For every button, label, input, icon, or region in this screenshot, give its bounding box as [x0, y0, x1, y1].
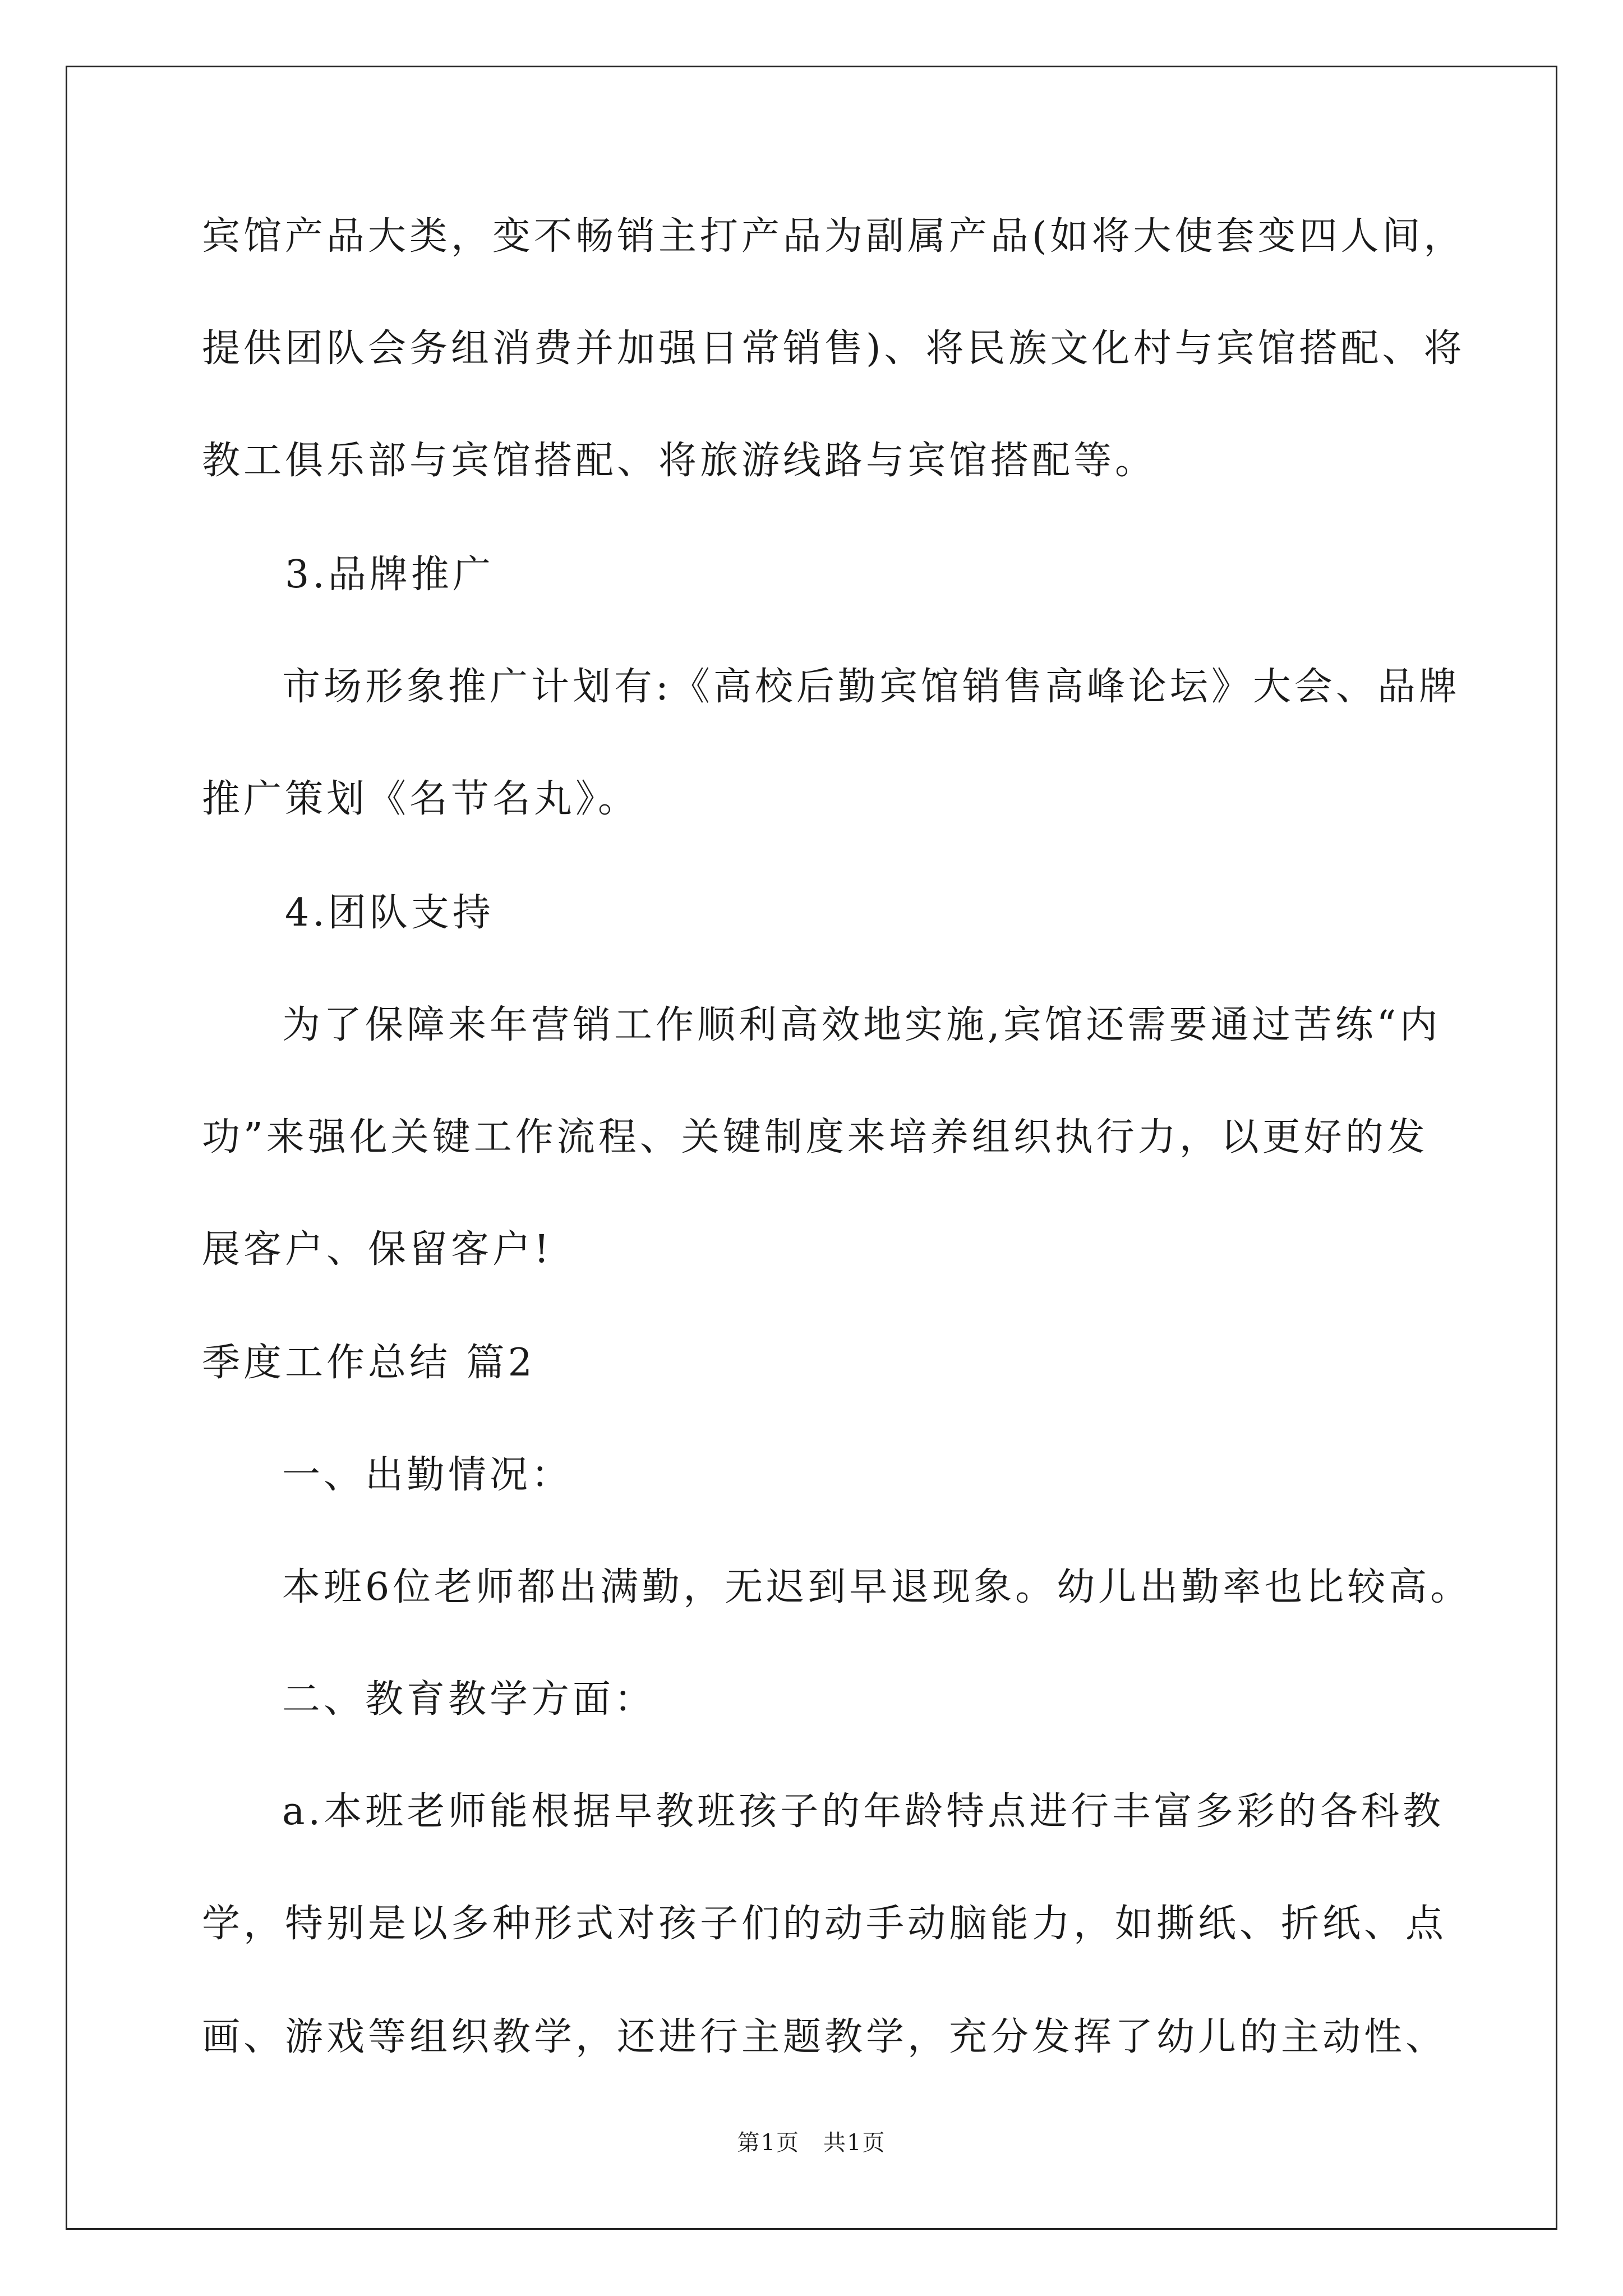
body-line: 市场形象推广计划有:《高校后勤宾馆销售高峰论坛》大会、品牌 — [282, 665, 1460, 709]
body-line: 本班6位老师都出满勤，无迟到早退现象。幼儿出勤率也比较高。 — [282, 1565, 1472, 1609]
section-heading: 二、教育教学方面： — [282, 1677, 656, 1722]
body-line: 画、游戏等组织教学，还进行主题教学，充分发挥了幼儿的主动性、 — [202, 2015, 1447, 2059]
body-line: 为了保障来年营销工作顺利高效地实施,宾馆还需要通过苦练“内 — [282, 1003, 1441, 1047]
section-heading: 3.品牌推广 — [285, 553, 494, 597]
section-heading: 4.团队支持 — [285, 891, 494, 935]
body-line: 功”来强化关键工作流程、关键制度来培养组织执行力，以更好的发 — [202, 1115, 1428, 1159]
section-heading: 一、出勤情况： — [282, 1453, 573, 1497]
body-line: 推广策划《名节名丸》。 — [202, 777, 640, 821]
body-line: 提供团队会务组消费并加强日常销售)、将民族文化村与宾馆搭配、将 — [202, 326, 1465, 371]
document-title: 季度工作总结 篇2 — [202, 1341, 536, 1385]
body-line: a.本班老师能根据早教班孩子的年龄特点进行丰富多彩的各科教 — [282, 1789, 1445, 1834]
body-line: 学，特别是以多种形式对孩子们的动手动脑能力，如撕纸、折纸、点 — [202, 1902, 1447, 1946]
body-line: 宾馆产品大类，变不畅销主打产品为副属产品(如将大使套变四人间， — [202, 214, 1465, 259]
body-line: 教工俱乐部与宾馆搭配、将旅游线路与宾馆搭配等。 — [202, 439, 1157, 483]
body-line: 展客户、保留客户! — [202, 1227, 553, 1272]
page-number-footer: 第1页 共1页 — [737, 2130, 886, 2156]
